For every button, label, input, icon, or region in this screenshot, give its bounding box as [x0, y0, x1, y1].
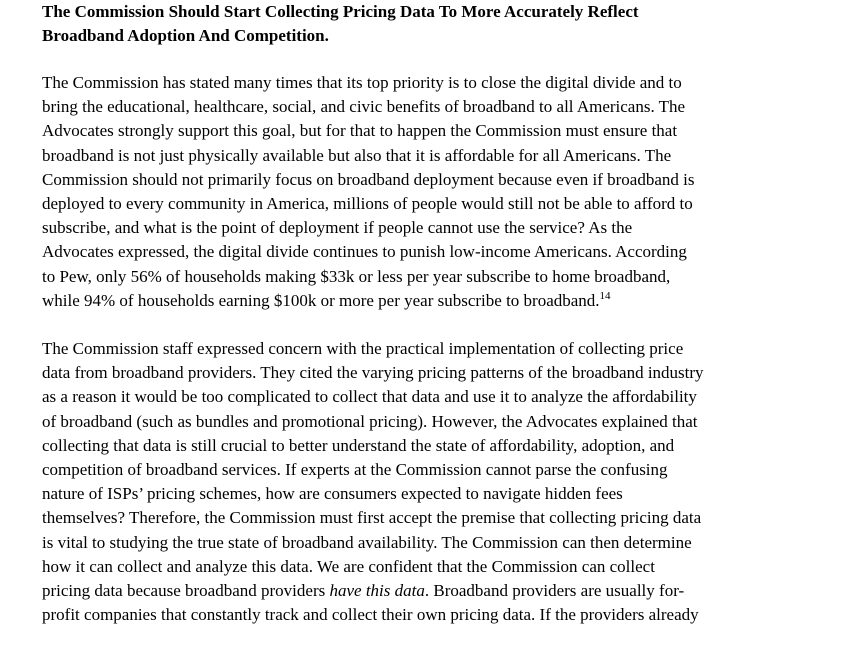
- text-line: subscribe, and what is the point of deployment if people cannot use the service? As the: [42, 218, 633, 238]
- text-line: competition of broadband services. If experts at the Commission cannot parse the confusing: [42, 459, 668, 479]
- heading-line: The Commission Should Start Collecting Pricing Data To More Accurately Reflect: [42, 2, 639, 21]
- text-line: The Commission staff expressed concern with the practical implementation of collecting price: [42, 339, 684, 358]
- text-line: of broadband (such as bundles and promotional pricing). However, the Advocates explained that: [42, 411, 698, 431]
- text-line-with-footnote: [42, 289, 822, 313]
- text-segment: while 94% of households earning $100k or more per year subscribe to broadband.: [42, 290, 600, 310]
- emphasized-text: have this data: [329, 580, 425, 600]
- text-segment: . Broadband providers are usually for-: [424, 580, 685, 600]
- text-line: Advocates strongly support this goal, but for that to happen the Commission must ensure that: [42, 121, 678, 141]
- text-line: themselves? Therefore, the Commission must first accept the premise that collecting pricing data: [42, 508, 702, 528]
- text-line-with-emphasis: [42, 579, 822, 603]
- text-line: The Commission has stated many times that its top priority is to close the digital divide and to: [42, 73, 682, 92]
- text-line: how it can collect and analyze this data. We are confident that the Commission can collect: [42, 556, 655, 576]
- text-line: collecting that data is still crucial to better understand the state of affordability, adoption, and: [42, 435, 675, 455]
- text-line: broadband is not just physically available but also that it is affordable for all Americans. The: [42, 145, 672, 165]
- text-line: data from broadband providers. They cited the varying pricing patterns of the broadband industry: [42, 363, 704, 383]
- paragraph-digital-divide: [42, 71, 822, 313]
- section-heading: [42, 0, 822, 48]
- text-line: bring the educational, healthcare, social, and civic benefits of broadband to all Americans. The: [42, 97, 686, 117]
- text-line: Advocates expressed, the digital divide continues to punish low-income Americans. According: [42, 242, 687, 262]
- text-line: as a reason it would be too complicated to collect that data and use it to analyze the affordability: [42, 387, 697, 407]
- text-line: to Pew, only 56% of households making $33k or less per year subscribe to home broadband,: [42, 266, 671, 286]
- text-segment: pricing data because broadband providers: [42, 580, 330, 600]
- text-line: nature of ISPs’ pricing schemes, how are consumers expected to navigate hidden fees: [42, 484, 623, 504]
- text-line: profit companies that constantly track and collect their own pricing data. If the providers already: [42, 605, 699, 625]
- text-line: deployed to every community in America, millions of people would still not be able to afford to: [42, 193, 693, 213]
- heading-line: Broadband Adoption And Competition.: [42, 26, 329, 46]
- text-line: Commission should not primarily focus on broadband deployment because even if broadband is: [42, 169, 695, 189]
- footnote-reference[interactable]: 14: [599, 289, 611, 302]
- text-line: is vital to studying the true state of broadband availability. The Commission can then determine: [42, 532, 692, 552]
- paragraph-pricing-data: [42, 337, 822, 627]
